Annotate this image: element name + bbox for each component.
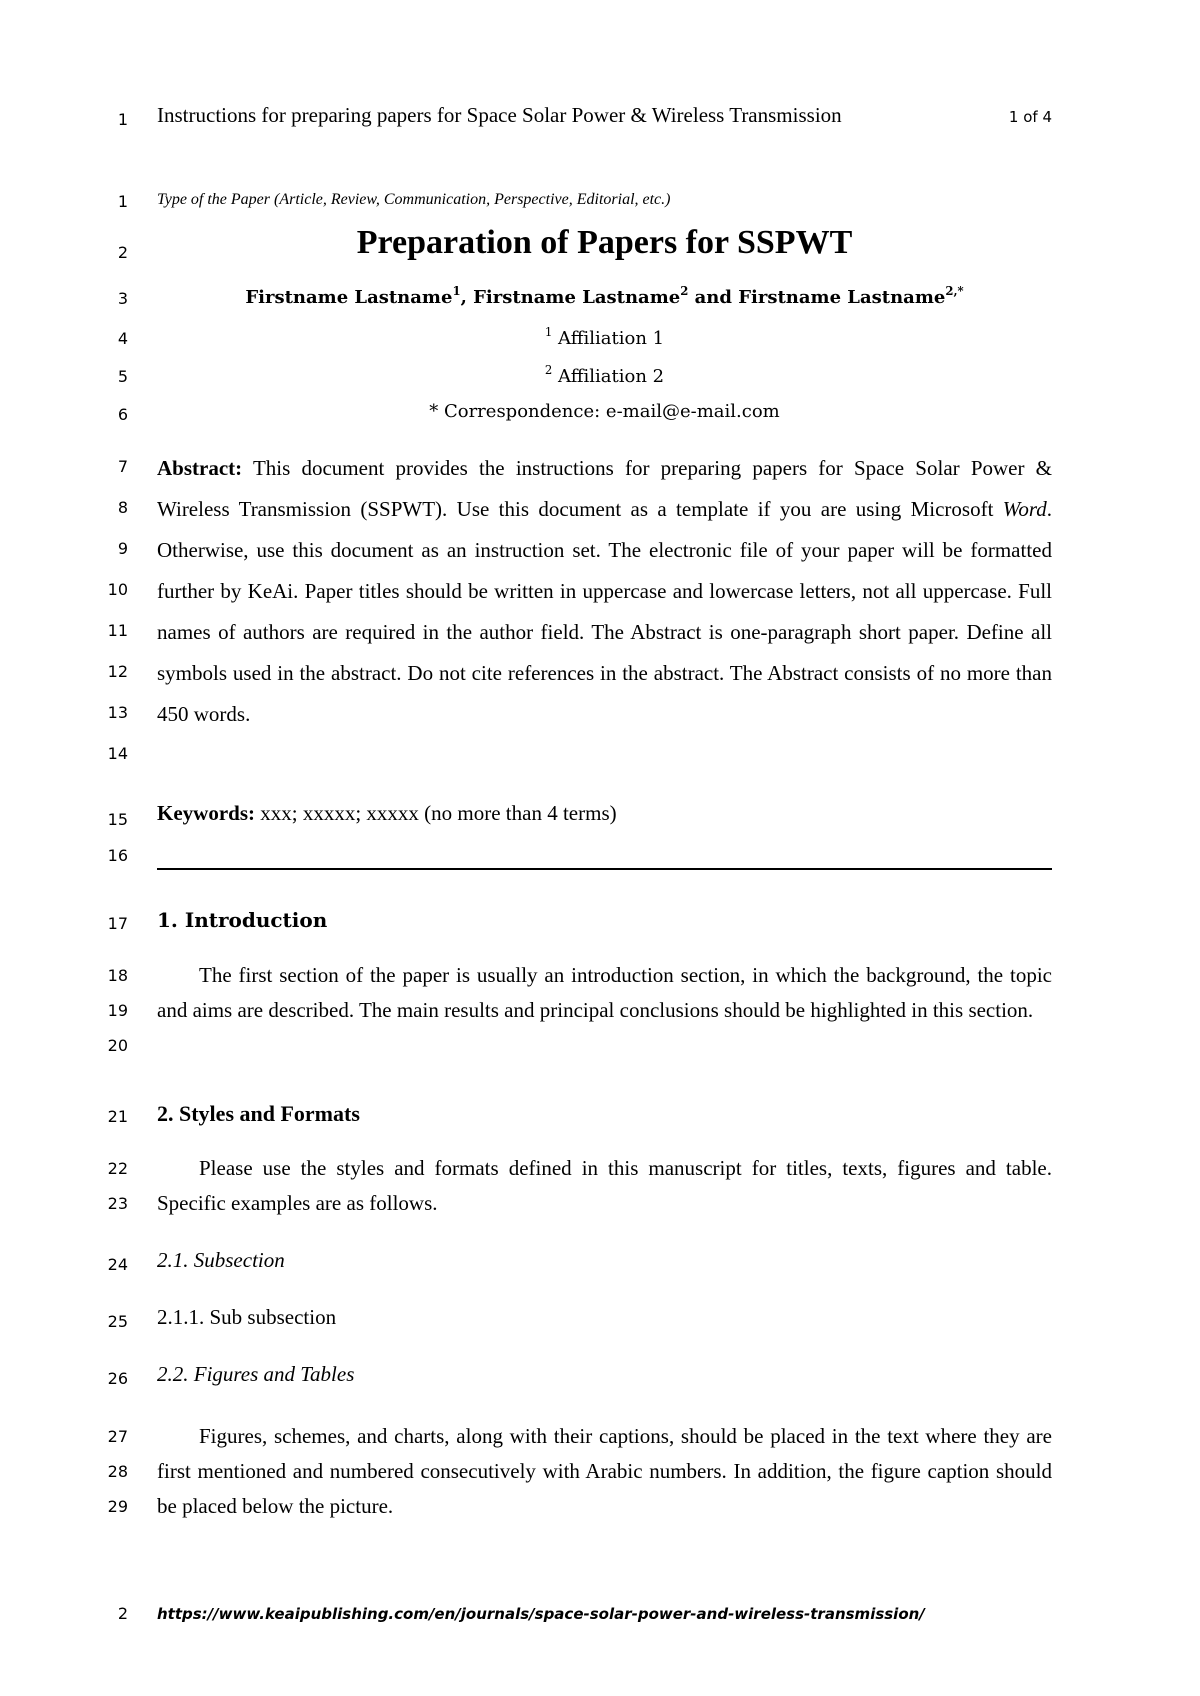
author-list [157, 285, 1052, 308]
line-number: 23 [107, 1194, 128, 1213]
line-number: 17 [107, 914, 128, 933]
line-number: 21 [107, 1107, 128, 1126]
affiliation-text: Affiliation 1 [558, 328, 665, 349]
keywords-label: Keywords: [157, 801, 255, 825]
line-number: 2 [117, 243, 128, 262]
author-affiliation-mark: 1 [452, 283, 461, 298]
author-affiliation-mark: 2 [680, 283, 689, 298]
line-number: 24 [107, 1255, 128, 1274]
line-number: 28 [107, 1462, 128, 1481]
line-number: 9 [117, 539, 128, 558]
line-number: 11 [107, 621, 128, 640]
paper-title: Preparation of Papers for SSPWT [356, 224, 853, 261]
line-number: 12 [107, 662, 128, 681]
line-number: 20 [107, 1036, 128, 1055]
line-number: 29 [107, 1497, 128, 1516]
line-number: 3 [117, 289, 128, 308]
author-affiliation-mark: 2,* [945, 283, 964, 298]
author-separator: and [688, 287, 739, 308]
line-number: 25 [107, 1312, 128, 1331]
keywords [157, 801, 617, 826]
line-number: 15 [107, 810, 128, 829]
line-number: 27 [107, 1427, 128, 1446]
affiliation-1 [157, 326, 1052, 349]
keywords-text: xxx; xxxxx; xxxxx (no more than 4 terms) [260, 801, 617, 825]
line-number: 19 [107, 1001, 128, 1020]
styles-paragraph: Please use the styles and formats defined in this manuscript for titles, texts, figures and table. Specific examples are as follows. [157, 1156, 1052, 1215]
introduction-paragraph: The first section of the paper is usually an introduction section, in which the background, the topic and aims are described. The main results and principal conclusions should be highlighted in this section. [157, 963, 1052, 1022]
affiliation-2 [157, 364, 1052, 387]
line-number: 18 [107, 966, 128, 985]
header-line-number: 1 [117, 110, 128, 129]
line-number: 16 [107, 846, 128, 865]
author-name: Firstname Lastname [738, 287, 946, 308]
page-count: 1 of 4 [1008, 108, 1052, 126]
abstract-word-italic: Word [1002, 497, 1047, 521]
section-heading-styles: 2. Styles and Formats [157, 1101, 360, 1126]
line-number: 13 [107, 703, 128, 722]
line-number: 8 [117, 498, 128, 517]
correspondence: * Correspondence: e-mail@e-mail.com [429, 401, 780, 422]
section-heading-introduction: 1. Introduction [157, 908, 328, 932]
affiliation-mark: 2 [544, 362, 553, 377]
author-name: Firstname Lastname [473, 287, 681, 308]
figures-tables-heading: 2.2. Figures and Tables [157, 1362, 355, 1386]
affiliation-mark: 1 [544, 324, 553, 339]
line-number: 4 [117, 329, 128, 348]
author-name: Firstname Lastname [245, 287, 453, 308]
journal-url-link[interactable]: https://www.keaipublishing.com/en/journals/space-solar-power-and-wireless-transmission/ [157, 1605, 925, 1623]
running-header-title: Instructions for preparing papers for Space Solar Power & Wireless Transmission [157, 103, 842, 127]
line-number: 10 [107, 580, 128, 599]
subsubsection-heading: 2.1.1. Sub subsection [157, 1305, 337, 1329]
line-number: 22 [107, 1159, 128, 1178]
affiliation-text: Affiliation 2 [558, 366, 665, 387]
paper-type: Type of the Paper (Article, Review, Communication, Perspective, Editorial, etc.) [157, 191, 671, 208]
subsection-heading: 2.1. Subsection [157, 1248, 285, 1272]
abstract-text-continued: . Otherwise, use this document as an instruction set. The electronic file of your paper will be formatted further by KeAi. Paper titles should be written in uppercase and lowercase letters, not all uppercase. Full names of authors are required in the author field. The Abstract is one-paragraph short paper. Define all symbols used in the abstract. Do not cite references in the abstract. The Abstract consists of no more than 450 words. [157, 497, 1053, 726]
footer-line-number: 2 [117, 1604, 128, 1623]
line-number: 1 [117, 192, 128, 211]
abstract-text: This document provides the instructions for preparing papers for Space Solar Power & Wireless Transmission (SSPWT). Use this document as a template if you are using Microsoft [157, 456, 1052, 521]
line-number: 7 [117, 457, 128, 476]
line-number: 26 [107, 1369, 128, 1388]
section-divider [157, 868, 1052, 870]
author-separator: , [460, 287, 474, 308]
abstract-label: Abstract: [157, 456, 243, 480]
line-number: 6 [117, 405, 128, 424]
line-number: 14 [107, 744, 128, 763]
abstract [157, 448, 1052, 735]
figures-paragraph: Figures, schemes, and charts, along with their captions, should be placed in the text where they are first mentioned and numbered consecutively with Arabic numbers. In addition, the figure caption should be placed below the picture. [157, 1424, 1052, 1518]
line-number: 5 [117, 367, 128, 386]
